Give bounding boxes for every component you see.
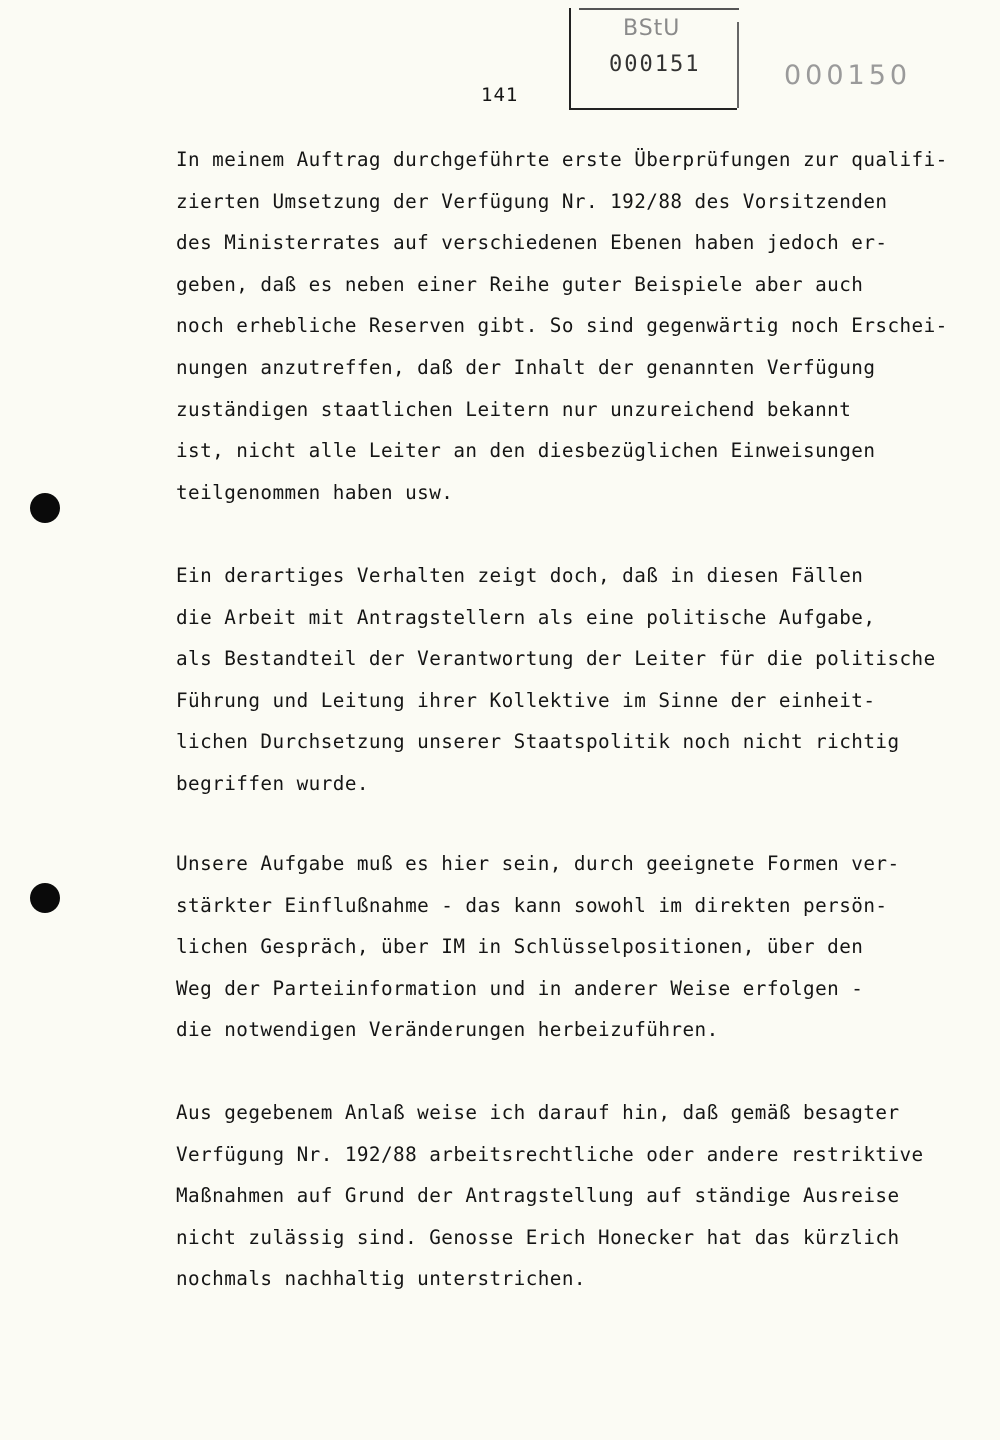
text-line: geben, daß es neben einer Reihe guter Beispiele aber auch bbox=[176, 272, 864, 296]
text-line: begriffen wurde. bbox=[176, 771, 369, 795]
text-line: nicht zulässig sind. Genosse Erich Honecker hat das kürzlich bbox=[176, 1225, 900, 1249]
text-line: In meinem Auftrag durchgeführte erste Überprüfungen zur qualifi- bbox=[176, 148, 948, 171]
text-line: ist, nicht alle Leiter an den diesbezüglichen Einweisungen bbox=[176, 439, 876, 463]
text-line: Unsere Aufgabe muß es hier sein, durch geeignete Formen ver- bbox=[176, 852, 900, 875]
text-line: nungen anzutreffen, daß der Inhalt der genannten Verfügung bbox=[176, 355, 876, 379]
text-line: teilgenommen haben usw. bbox=[176, 480, 454, 504]
text-line: nochmals nachhaltig unterstrichen. bbox=[176, 1267, 586, 1291]
text-line: Maßnahmen auf Grund der Antragstellung auf ständige Ausreise bbox=[176, 1184, 900, 1208]
text-line: lichen Durchsetzung unserer Staatspolitik noch nicht richtig bbox=[176, 730, 900, 754]
archive-number: 000150 bbox=[784, 60, 912, 91]
text-line: noch erhebliche Reserven gibt. So sind gegenwärtig noch Erschei- bbox=[176, 314, 948, 338]
text-line: Ein derartiges Verhalten zeigt doch, daß in diesen Fällen bbox=[176, 564, 864, 587]
paragraph-1 bbox=[176, 139, 976, 513]
text-line: Aus gegebenem Anlaß weise ich darauf hin, daß gemäß besagter bbox=[176, 1101, 900, 1124]
text-line: als Bestandteil der Verantwortung der Leiter für die politische bbox=[176, 647, 936, 671]
text-line: des Ministerrates auf verschiedenen Ebenen haben jedoch er- bbox=[176, 231, 888, 255]
page-number: 141 bbox=[481, 84, 519, 106]
text-line: lichen Gespräch, über IM in Schlüsselpositionen, über den bbox=[176, 935, 864, 959]
stamp-org: BStU bbox=[623, 16, 681, 41]
text-line: Weg der Parteiinformation und in anderer Weise erfolgen - bbox=[176, 976, 864, 1000]
text-line: zuständigen staatlichen Leitern nur unzureichend bekannt bbox=[176, 397, 852, 421]
stamp-number: 000151 bbox=[609, 52, 701, 77]
punch-hole bbox=[30, 883, 60, 913]
paragraph-3 bbox=[176, 843, 976, 1051]
text-line: Verfügung Nr. 192/88 arbeitsrechtliche oder andere restriktive bbox=[176, 1142, 924, 1166]
text-line: die notwendigen Veränderungen herbeizuführen. bbox=[176, 1018, 719, 1042]
text-line: Führung und Leitung ihrer Kollektive im Sinne der einheit- bbox=[176, 688, 876, 712]
punch-hole bbox=[30, 493, 60, 523]
archive-stamp bbox=[569, 8, 737, 110]
paragraph-4 bbox=[176, 1092, 976, 1300]
text-line: die Arbeit mit Antragstellern als eine politische Aufgabe, bbox=[176, 605, 876, 629]
paragraph-2 bbox=[176, 555, 976, 805]
text-line: stärkter Einflußnahme - das kann sowohl im direkten persön- bbox=[176, 893, 888, 917]
text-line: zierten Umsetzung der Verfügung Nr. 192/88 des Vorsitzenden bbox=[176, 189, 888, 213]
